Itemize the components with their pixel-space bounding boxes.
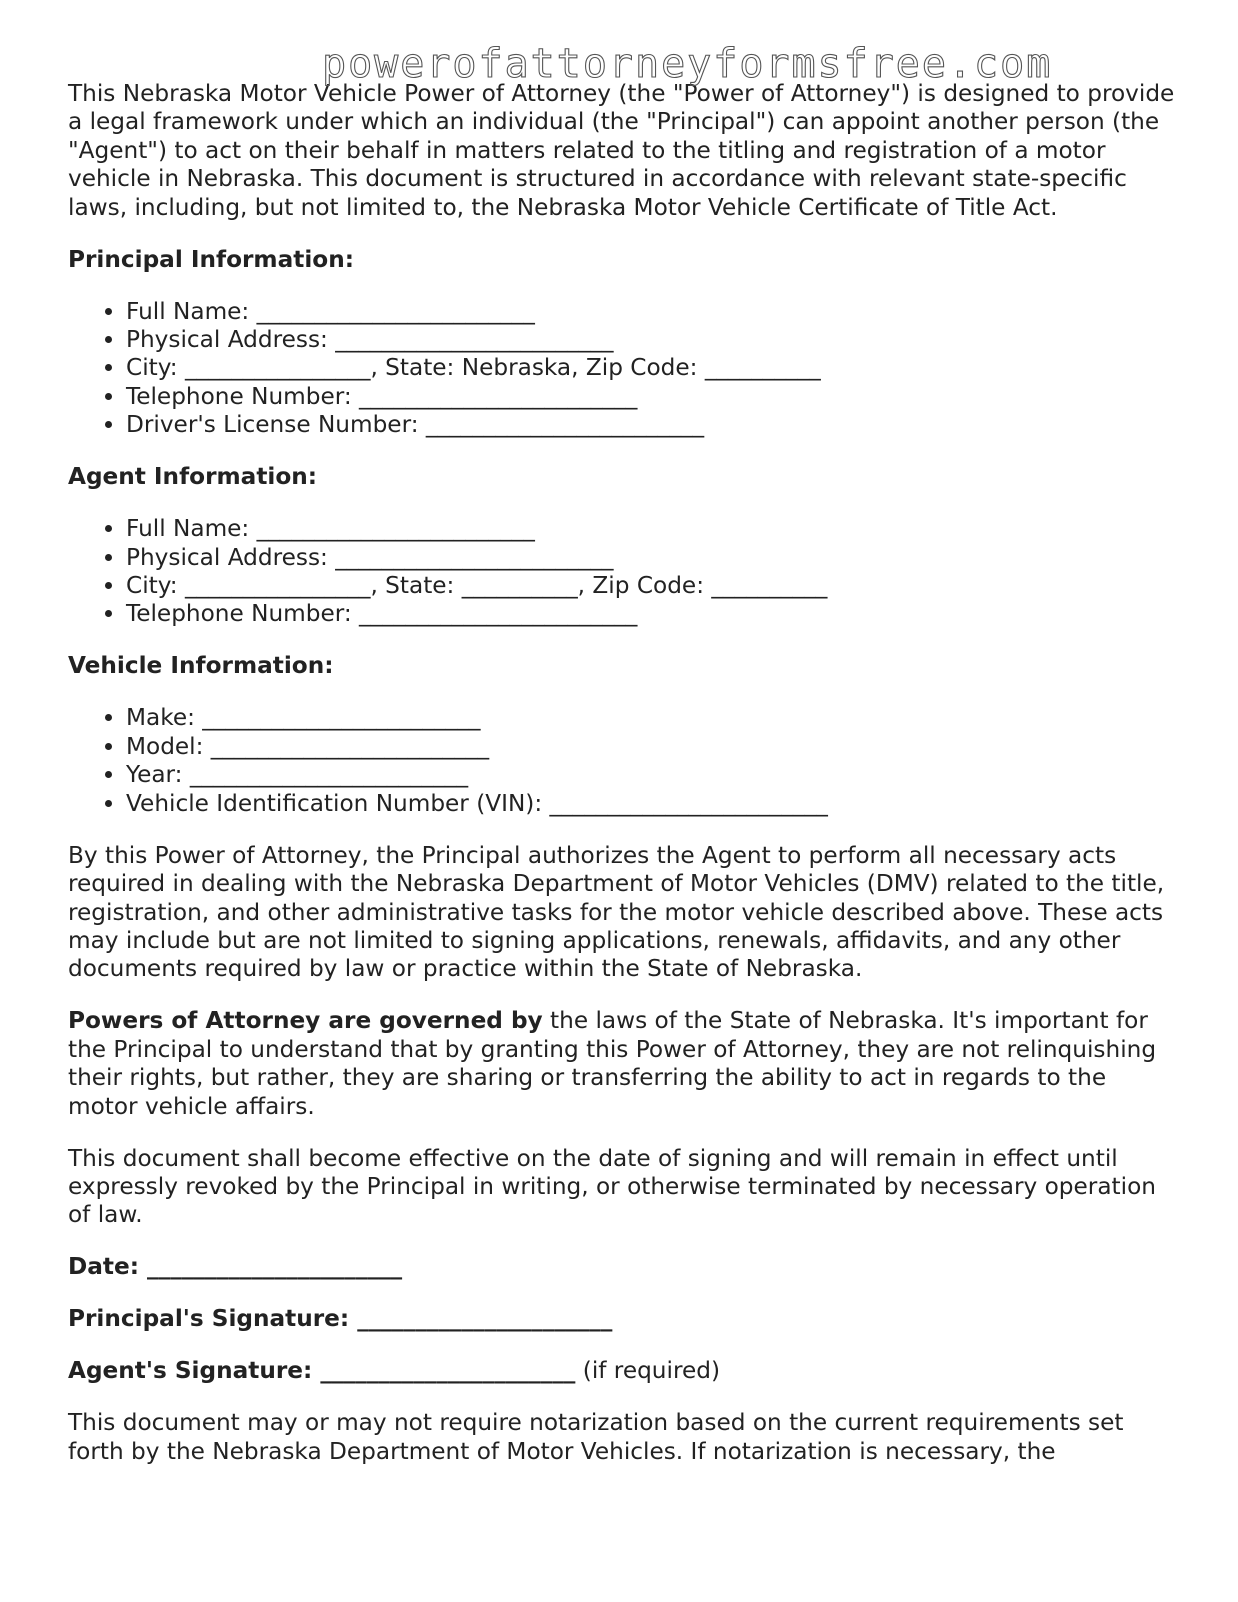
agent-city-state-zip-field: • City: ________________, State: __________, Zip Code: __________ xyxy=(126,572,1178,600)
document-body xyxy=(68,80,1178,1466)
notarization-paragraph: This document may or may not require notarization based on the current requirements set forth by the Nebraska Department of Motor Vehicles. If notarization is necessary, the xyxy=(68,1409,1124,1465)
agent-field-list xyxy=(68,515,1178,629)
agent-signature-line xyxy=(68,1357,1178,1385)
principal-full-name-field: • Full Name: ________________________ xyxy=(126,298,1178,326)
governance-bold-lead: Powers of Attorney are governed by xyxy=(68,1007,543,1035)
vehicle-vin-field: • Vehicle Identification Number (VIN): ________________________ xyxy=(126,790,1178,818)
vehicle-field-list xyxy=(68,704,1178,818)
vehicle-year-field: • Year: ________________________ xyxy=(126,761,1178,789)
vehicle-heading: Vehicle Information: xyxy=(68,652,334,680)
watermark: powerofattorneyformsfree.com xyxy=(322,41,1053,87)
agent-telephone-field: • Telephone Number: ________________________ xyxy=(126,600,1178,628)
authorization-paragraph: By this Power of Attorney, the Principal authorizes the Agent to perform all necessary acts required in dealing with the Nebraska Department of Motor Vehicles (DMV) related to the title, registration, and other administrative tasks for the motor vehicle described above. These acts may include but are not limited to signing applications, renewals, affidavits, and any other documents required by law or practice within the State of Nebraska. xyxy=(68,841,1165,983)
date-signature-line: Date: ______________________ xyxy=(68,1253,403,1281)
principal-signature-line: Principal's Signature: ______________________ xyxy=(68,1305,613,1333)
governance-paragraph xyxy=(68,1007,1178,1121)
principal-license-field: • Driver's License Number: ________________________ xyxy=(126,411,1178,439)
vehicle-model-field: • Model: ________________________ xyxy=(126,733,1178,761)
principal-heading: Principal Information: xyxy=(68,245,354,273)
principal-field-list xyxy=(68,298,1178,440)
principal-address-field: • Physical Address: ________________________ xyxy=(126,326,1178,354)
intro-paragraph: This Nebraska Motor Vehicle Power of Attorney (the "Power of Attorney") is designed to provide a legal framework under which an individual (the "Principal") can appoint another person (the "Agent") to act on their behalf in matters related to the titling and registration of a motor vehicle in Nebraska. This document is structured in accordance with relevant state-specific laws, including, but not limited to, the Nebraska Motor Vehicle Certificate of Title Act. xyxy=(68,80,1175,221)
agent-signature-label: Agent's Signature: ______________________ xyxy=(68,1357,576,1385)
principal-city-state-zip-field: • City: ________________, State: Nebraska, Zip Code: __________ xyxy=(126,354,1178,382)
agent-full-name-field: • Full Name: ________________________ xyxy=(126,515,1178,543)
agent-address-field: • Physical Address: ________________________ xyxy=(126,544,1178,572)
effective-paragraph: This document shall become effective on the date of signing and will remain in effect until expressly revoked by the Principal in writing, or otherwise terminated by necessary operation of law. xyxy=(68,1144,1156,1229)
agent-signature-note: (if required) xyxy=(575,1357,720,1385)
vehicle-make-field: • Make: ________________________ xyxy=(126,704,1178,732)
agent-heading: Agent Information: xyxy=(68,463,318,491)
governance-text: the laws of the State of Nebraska. It's important for the Principal to understand that by granting this Power of Attorney, they are not relinquishing their rights, but rather, they are sharing or transferring the ability to act in regards to the motor vehicle affairs. xyxy=(68,1007,1157,1120)
principal-telephone-field: • Telephone Number: ________________________ xyxy=(126,383,1178,411)
